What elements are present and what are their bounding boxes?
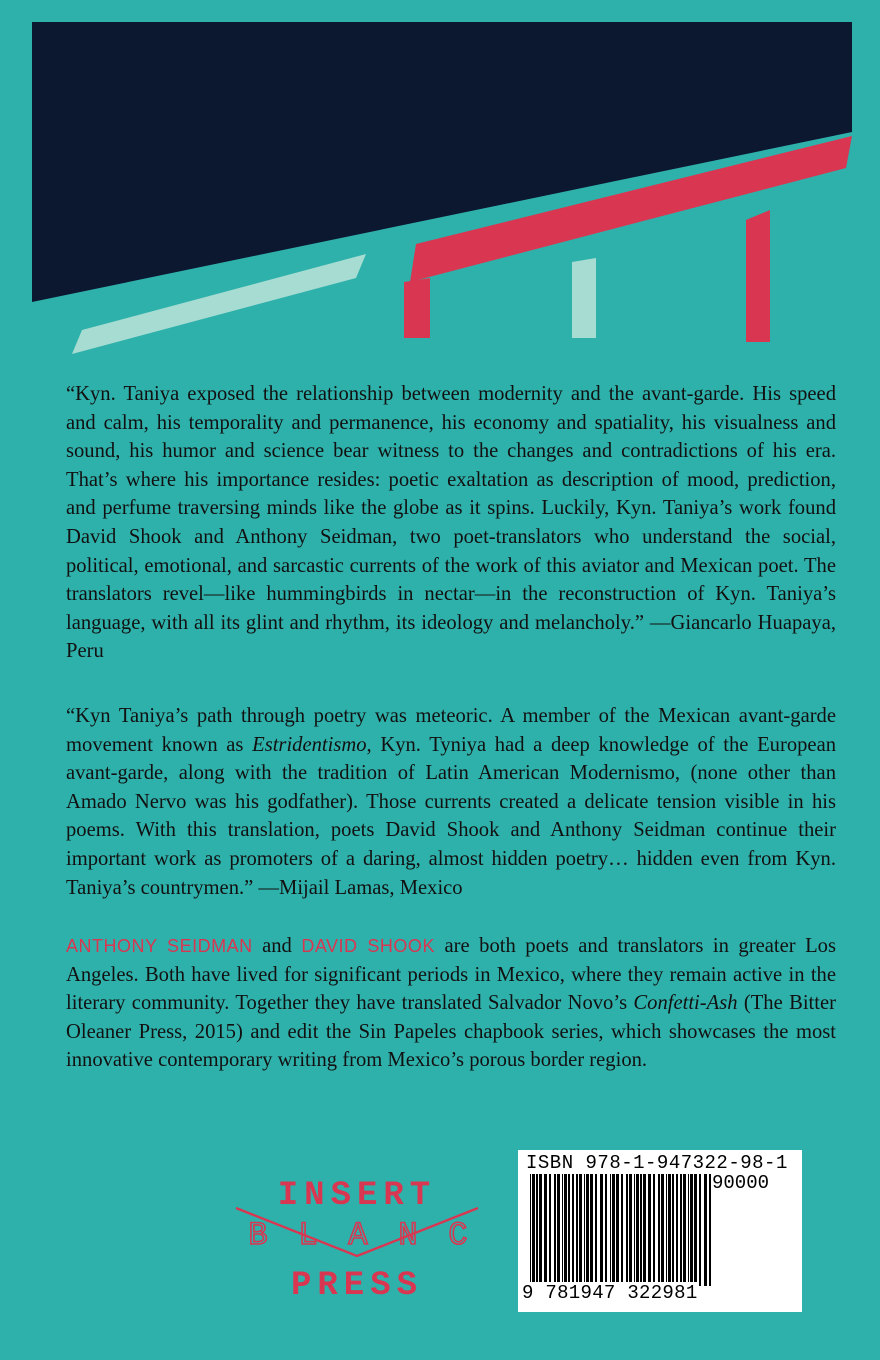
blurb-quote-huapaya [66, 380, 836, 666]
barcode-bar [595, 1174, 597, 1286]
barcode-bar [694, 1174, 697, 1286]
isbn-barcode [518, 1150, 802, 1312]
logo-letter-b: B [248, 1217, 268, 1254]
barcode-bar [676, 1174, 678, 1286]
barcode-bar [579, 1174, 582, 1286]
barcode-bars [526, 1174, 716, 1286]
bio-and: and [252, 935, 302, 957]
barcode-bar [530, 1174, 531, 1286]
barcode-bar [554, 1174, 556, 1286]
barcode-bar [532, 1174, 535, 1286]
blurb-quote-lamas [66, 702, 836, 902]
barcode-bar [584, 1174, 585, 1286]
bio-name-shook: DAVID SHOOK [301, 936, 435, 956]
barcode-bar [610, 1174, 611, 1286]
barcode-bar [557, 1174, 560, 1286]
barcode-bar [626, 1174, 628, 1286]
quote-lamas-text-1: “Kyn Taniya’s path through poetry was meteoric. A member of the Mexican avant-garde movement known as [66, 705, 836, 756]
barcode-bar [605, 1174, 607, 1286]
barcode-bar [572, 1174, 574, 1286]
barcode-bar [562, 1174, 563, 1286]
barcode-bar [612, 1174, 615, 1286]
barcode-bar [653, 1174, 655, 1286]
logo-line-insert: INSERT [277, 1177, 437, 1215]
barcode-bar [576, 1174, 578, 1286]
barcode-bar [616, 1174, 619, 1286]
barcode-bar [636, 1174, 639, 1286]
barcode-bar [683, 1174, 686, 1286]
barcode-bar [640, 1174, 642, 1286]
logo-letter-l: L [298, 1217, 318, 1254]
barcode-bar [661, 1174, 664, 1286]
barcode-bar [536, 1174, 538, 1286]
barcode-bar [586, 1174, 589, 1286]
barcode-bar [699, 1174, 701, 1286]
bio-text-1: are both poets and translators in greater Los Angeles. Both have lived for significant periods in Mexico, where they remain active in the literary community. Together they have translated Salvador Novo’s [66, 935, 836, 1015]
barcode-bar [621, 1174, 623, 1286]
insert-blanc-press-logo [232, 1168, 482, 1308]
logo-line-press: PRESS [290, 1267, 424, 1305]
barcode-bar [629, 1174, 632, 1286]
barcode-bar [539, 1174, 542, 1286]
barcode-bar [648, 1174, 651, 1286]
barcode-bar [634, 1174, 635, 1286]
barcode-bar [688, 1174, 689, 1286]
bio-name-seidman: ANTHONY SEIDMAN [66, 936, 253, 956]
quote-lamas-text-2: , Kyn. Tyniya had a deep knowledge of the European avant-garde, along with the tradition of Latin American Modernismo, (none other than Amado Nervo was his godfather). Those currents created a delicate tension visible in his poems. With this translation, poets David Shook and Anthony Seidman continue their important work as promoters of a daring, almost hidden poetry… hidden even from Kyn. Taniya’s countrymen.” —Mijail Lamas, Mexico [66, 733, 837, 899]
barcode-bar [643, 1174, 646, 1286]
barcode-bar [600, 1174, 603, 1286]
barcode-bar [568, 1174, 570, 1286]
barcode-bar [672, 1174, 674, 1286]
barcode-bar [709, 1174, 711, 1286]
quote-huapaya-text: “Kyn. Taniya exposed the relationship between modernity and the avant-garde. His speed and calm, his temporality and permanence, his economy and spatiality, his visualness and sound, his humor and science bear witness to the changes and contradictions of his era. That’s where his importance resides: poetic exaltation as description of mood, prediction, and perfume traversing minds like the globe as it spins. Luckily, Kyn. Taniya’s work found David Shook and Anthony Seidman, two poet-translators who understand the social, political, emotional, and sarcastic currents of the work of this aviator and Mexican poet. The translators revel—like hummingbirds in nectar—in the reconstruction of Kyn. Taniya’s language, with all its glint and rhythm, its ideology and melancholy.” —Giancarlo Huapaya, Peru [66, 383, 836, 663]
barcode-bar [658, 1174, 660, 1286]
cover-illustration [0, 0, 880, 360]
red-post-left [404, 278, 430, 338]
barcode-bar [680, 1174, 682, 1286]
translators-bio [66, 932, 836, 1075]
quote-lamas-emphasis: Estridentismo [252, 733, 367, 756]
barcode-bar [666, 1174, 667, 1286]
price-code: 90000 [712, 1172, 770, 1194]
barcode-bar [564, 1174, 567, 1286]
isbn-number: ISBN 978-1-947322-98-1 [526, 1152, 788, 1174]
barcode-bar [668, 1174, 671, 1286]
red-post-right [746, 210, 770, 342]
barcode-bar [704, 1174, 707, 1286]
bio-book-title: Confetti-Ash [633, 992, 738, 1015]
pale-post [572, 258, 596, 338]
logo-letter-c: C [448, 1217, 468, 1254]
logo-letter-n: N [398, 1217, 418, 1254]
logo-letter-a: A [348, 1217, 368, 1254]
barcode-bar [549, 1174, 551, 1286]
barcode-bar [590, 1174, 593, 1286]
barcode-bar [544, 1174, 547, 1286]
bio-text-2: (The Bitter Oleaner Press, 2015) and edit the Sin Papeles chapbook series, which showcases the most innovative contemporary writing from Mexico’s porous border region. [66, 992, 836, 1072]
barcode-bar [690, 1174, 693, 1286]
ean-digits: 9 781947 322981 [522, 1282, 698, 1304]
